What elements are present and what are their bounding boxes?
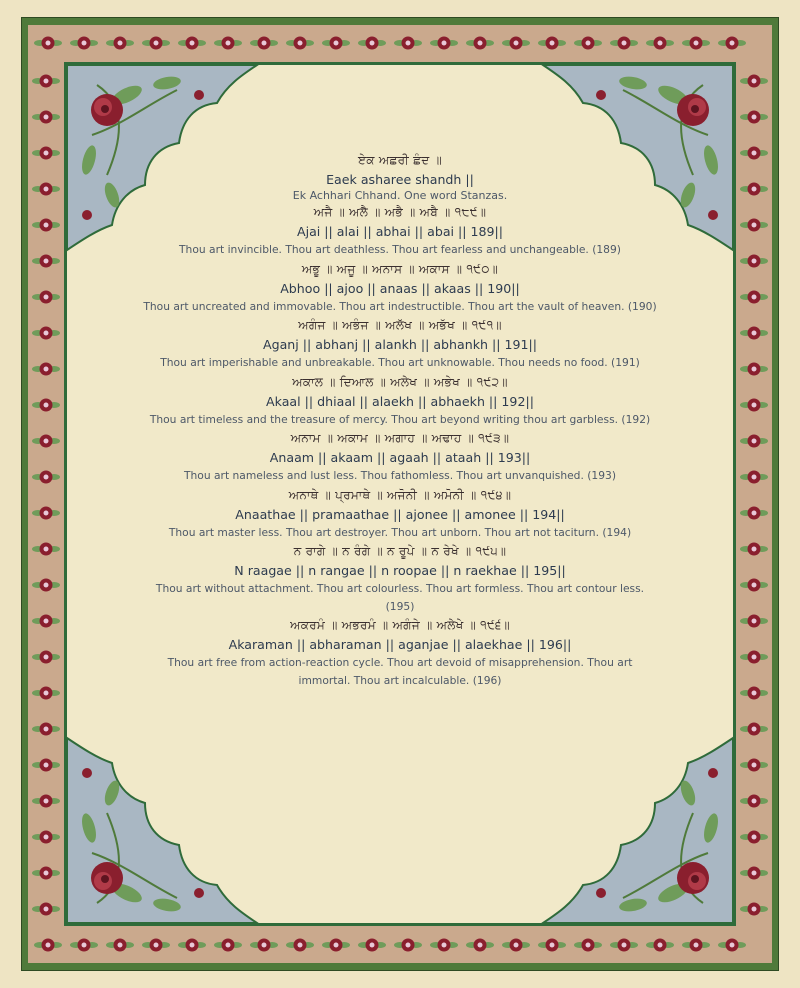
border-flower-motif [178,939,206,952]
border-flower-motif [740,111,768,124]
border-flower-motif [286,37,314,50]
border-flower-motif [106,939,134,952]
border-flower-motif [32,147,60,160]
stanza-195 [140,544,660,615]
stanza-translation: Thou art invincible. Thou art deathless. Thou art fearless and unchangeable. (189) [179,243,621,256]
border-flower-motif [322,37,350,50]
border-flower-motif [178,37,206,50]
corner-ornament-bottom-left [67,738,257,923]
text-column [140,150,660,691]
border-flower-motif [718,37,746,50]
stanza-transliteration: Akaraman || abharaman || aganjae || alaekhae || 196|| [228,637,572,652]
border-flower-motif [32,651,60,664]
border-flower-motif [574,37,602,50]
border-flower-motif [740,651,768,664]
border-flower-motif [430,37,458,50]
stanza-translation: Thou art imperishable and unbreakable. Thou art unknowable. Thou needs no food. (191) [160,356,640,369]
border-flower-motif [466,939,494,952]
border-flower-motif [502,37,530,50]
border-flower-motif [32,183,60,196]
border-flower-motif [740,399,768,412]
stanza-translation: Thou art nameless and lust less. Thou fathomless. Thou art unvanquished. (193) [183,469,617,482]
stanza-transliteration: Aganj || abhanj || alankh || abhankh || 191|| [262,337,538,352]
border-flower-motif [740,867,768,880]
border-flower-motif [322,939,350,952]
border-flower-motif [740,435,768,448]
border-flower-motif [358,939,386,952]
border-flower-motif [70,37,98,50]
border-flower-motif [740,903,768,916]
stanza-189 [140,205,660,259]
border-flower-motif [740,327,768,340]
border-flower-motif [740,579,768,592]
border-flower-motif [32,111,60,124]
border-flower-motif [740,615,768,628]
border-flower-motif [250,37,278,50]
border-flower-motif [394,37,422,50]
border-flower-motif [32,363,60,376]
border-flower-motif [740,507,768,520]
border-flower-motif [34,37,62,50]
border-flower-motif [740,255,768,268]
stanza-gurmukhi: ਅਨਾਥੇ ॥ ਪ੍ਰਮਾਥੇ ॥ ਅਜੋਨੀ ॥ ਅਮੋਨੀ ॥ ੧੯੪॥ [288,487,512,502]
stanza-193 [140,431,660,485]
border-flower-motif [646,939,674,952]
border-flower-motif [32,903,60,916]
border-flower-motif [32,435,60,448]
border-flower-motif [538,939,566,952]
border-flower-motif [718,939,746,952]
border-flower-motif [574,939,602,952]
stanza-gurmukhi: ਅਕਾਲ ॥ ਦਿਆਲ ॥ ਅਲੇਖ ॥ ਅਭੇਖ ॥ ੧੯੨॥ [292,374,508,389]
corner-ornament-bottom-right [543,738,733,923]
border-flower-motif [430,939,458,952]
border-flower-motif [32,795,60,808]
border-flower-motif [106,37,134,50]
border-flower-motif [32,831,60,844]
border-flower-motif [646,37,674,50]
stanza-196 [140,618,660,689]
section-title-gurmukhi: ਏਕ ਅਛਰੀ ਛੰਦ ॥ [357,153,443,167]
border-flower-motif [466,37,494,50]
border-flower-motif [32,579,60,592]
stanza-transliteration: N raagae || n rangae || n roopae || n raekhae || 195|| [234,563,566,578]
stanza-192 [140,375,660,429]
border-flower-motif [538,37,566,50]
border-flower-motif [32,75,60,88]
stanza-gurmukhi: ਅਭੂ ॥ ਅਜੂ ॥ ਅਨਾਸ ॥ ਅਕਾਸ ॥ ੧੯੦॥ [301,261,499,276]
border-flower-motif [34,939,62,952]
border-flower-motif [32,687,60,700]
stanza-translation: Thou art master less. Thou art destroyer. Thou art unborn. Thou art not taciturn. (194) [168,525,632,539]
border-flower-motif [250,939,278,952]
border-flower-motif [32,615,60,628]
border-flower-motif [740,471,768,484]
border-flower-motif [32,399,60,412]
stanza-transliteration: Anaam || akaam || agaah || ataah || 193|| [269,450,531,465]
border-flower-motif [610,37,638,50]
border-flower-motif [740,759,768,772]
border-flower-motif [32,543,60,556]
border-flower-motif [394,939,422,952]
border-flower-motif [32,867,60,880]
stanza-transliteration: Abhoo || ajoo || anaas || akaas || 190|| [280,280,520,296]
stanza-190 [140,262,660,316]
stanza-transliteration: Ajai || alai || abhai || abai || 189|| [296,224,504,239]
border-flower-motif [740,219,768,232]
stanza-gurmukhi: ਅਨਾਮ ॥ ਅਕਾਮ ॥ ਅਗਾਹ ॥ ਅਢਾਹ ॥ ੧੯੩॥ [290,431,510,445]
stanza-194 [140,488,660,542]
border-flower-motif [740,543,768,556]
border-flower-motif [740,687,768,700]
border-flower-motif [142,37,170,50]
section-title-transliteration: Eaek asharee shandh || [326,172,474,187]
stanza-gurmukhi: ਅਜੈ ॥ ਅਲੈ ॥ ਅਭੈ ॥ ਅਬੈ ॥ ੧੮੯॥ [313,205,487,219]
border-flower-motif [32,291,60,304]
section-title-translation: Ek Achhari Chhand. One word Stanzas. [292,189,508,202]
border-flower-motif [610,939,638,952]
stanza-191 [140,318,660,372]
stanza-gurmukhi: ਨ ਰਾਗੇ ॥ ਨ ਰੰਗੇ ॥ ਨ ਰੂਪੇ ॥ ਨ ਰੇਖੇ ॥ ੧੯੫॥ [293,544,507,558]
border-flower-motif [740,795,768,808]
border-flower-motif [502,939,530,952]
border-flower-motif [740,147,768,160]
border-flower-motif [286,939,314,952]
stanza-transliteration: Anaathae || pramaathae || ajonee || amonee || 194|| [235,506,565,522]
border-flower-motif [32,327,60,340]
border-flower-motif [32,471,60,484]
border-flower-motif [740,363,768,376]
border-flower-motif [740,183,768,196]
border-flower-motif [70,939,98,952]
border-flower-motif [214,939,242,952]
border-flower-motif [740,831,768,844]
stanza-translation: Thou art timeless and the treasure of mercy. Thou art beyond writing thou art garbless. (192) [149,412,651,426]
border-flower-motif [740,723,768,736]
border-flower-motif [740,75,768,88]
border-flower-motif [32,507,60,520]
border-flower-motif [682,939,710,952]
border-flower-motif [142,939,170,952]
border-flower-motif [32,759,60,772]
stanza-transliteration: Akaal || dhiaal || alaekh || abhaekh || 192|| [266,393,534,409]
border-flower-motif [682,37,710,50]
border-flower-motif [358,37,386,50]
border-flower-motif [740,291,768,304]
stanza-translation: Thou art uncreated and immovable. Thou art indestructible. Thou art the vault of heaven. (190) [143,299,657,313]
border-flower-motif [214,37,242,50]
stanza-translation: Thou art free from action-reaction cycle. Thou art devoid of misapprehension. Thou art immortal. Thou art incalculable. (196) [167,656,633,687]
border-flower-motif [32,255,60,268]
stanza-translation: Thou art without attachment. Thou art colourless. Thou art formless. Thou art contour less. (195) [155,582,645,613]
border-flower-motif [32,723,60,736]
stanza-gurmukhi: ਅਗੰਜ ॥ ਅਭੰਜ ॥ ਅਲੱਖ ॥ ਅਭੱਖ ॥ ੧੯੧॥ [298,318,502,332]
stanza-gurmukhi: ਅਕਰਮੰ ॥ ਅਭਰਮੰ ॥ ਅਗੰਜੇ ॥ ਅਲੇਖੇ ॥ ੧੯੬॥ [290,618,510,632]
border-flower-motif [32,219,60,232]
